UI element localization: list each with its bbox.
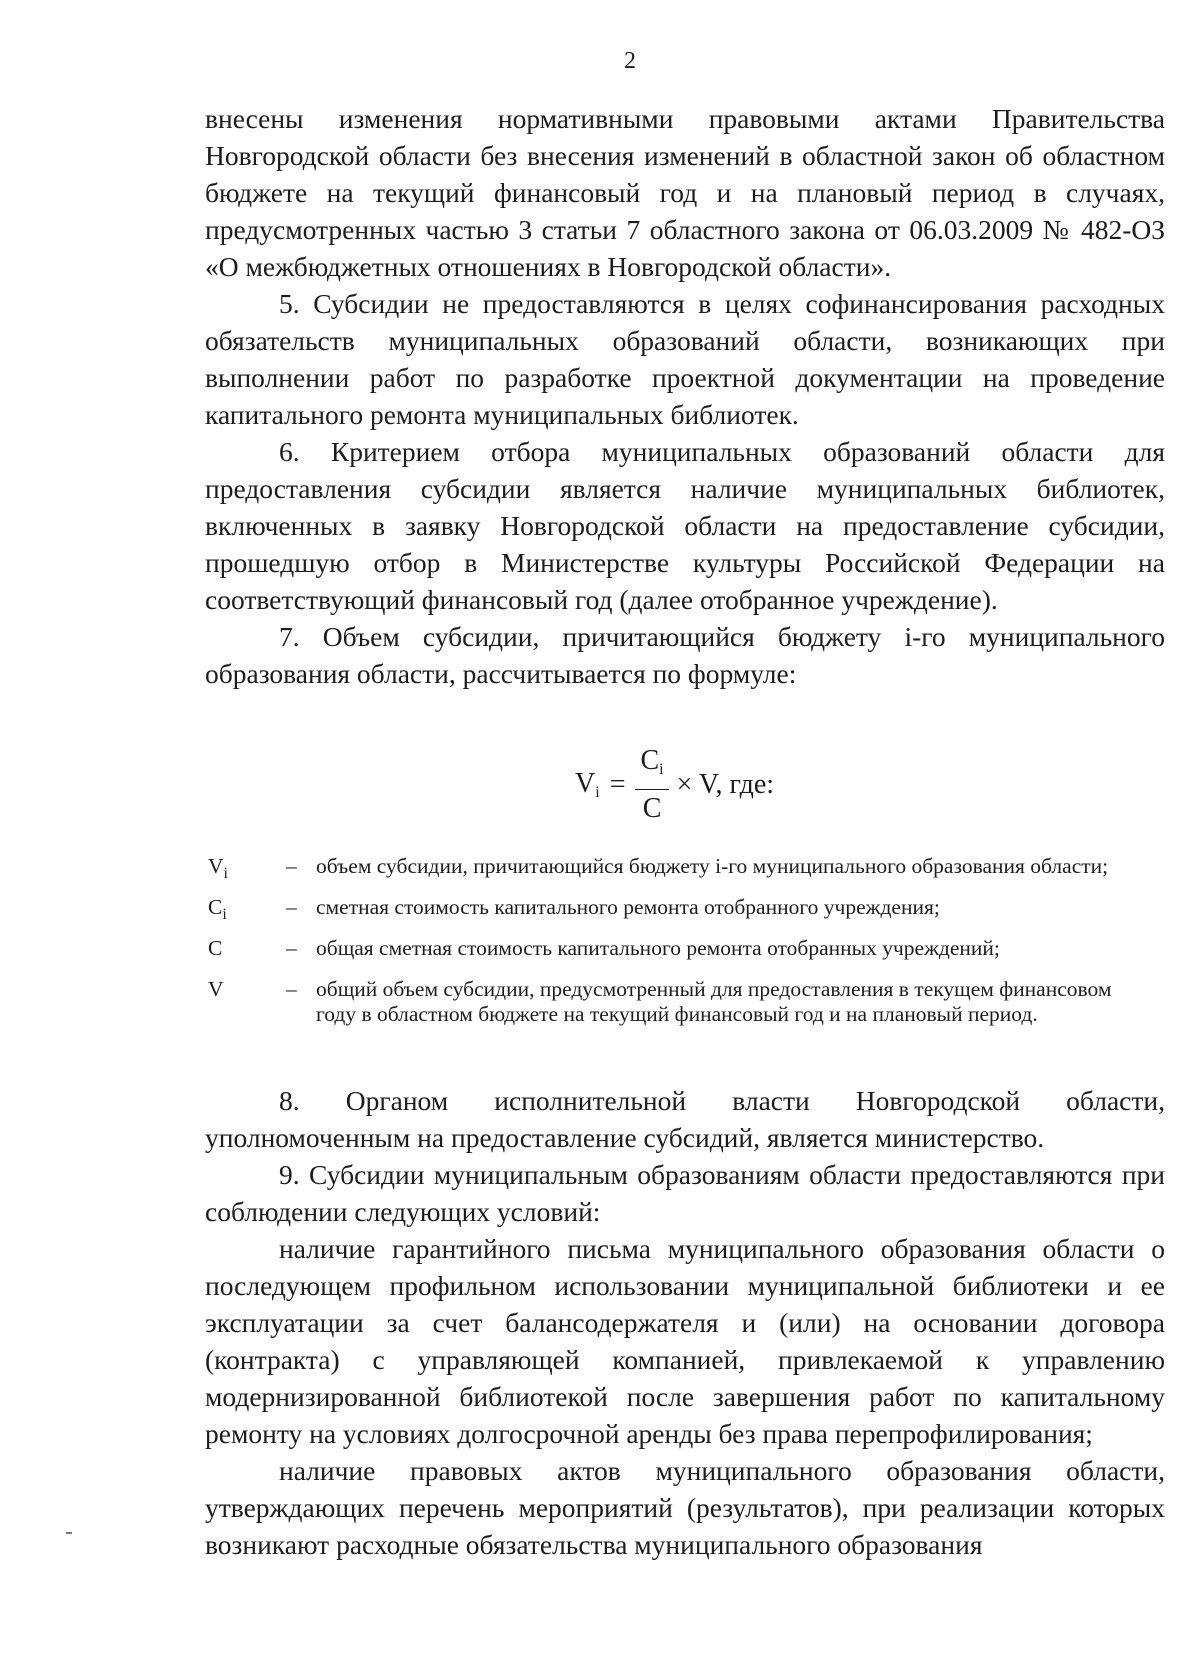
definition-row (208, 895, 1168, 927)
subsidy-formula (575, 740, 774, 830)
page-number: 2 (624, 48, 636, 74)
definition-row (208, 854, 1168, 886)
condition-1: наличие гарантийного письма муниципального образования области о последующем профильном использовании муниципальной библиотеки и ее эксплуатации за счет балансодержателя и (или) на основании договора (контракта) с управляющей компанией, привлекаемой к управлению модернизированной библиотекой после завершения работ по капитальному ремонту на условиях долгосрочной аренды без права перепрофилирования; (205, 1233, 1165, 1449)
definition-dash: – (286, 895, 297, 919)
definition-symbol: $V_i$ (208, 854, 228, 882)
paragraph-8: 8. Органом исполнительной власти Новгородской области, уполномоченным на предоставление субсидий, является министерство. (205, 1085, 1165, 1153)
text-block-upper (205, 100, 1165, 692)
definition-symbol: C (208, 936, 223, 960)
definition-dash: – (286, 854, 297, 878)
definition-text: общий объем субсидии, предусмотренный для предоставления в текущем финансовом году в областном бюджете на текущий финансовый год и на плановый период. (316, 977, 1112, 1026)
definition-dash: – (286, 936, 297, 960)
formula-numerator: $C_i$ (635, 744, 668, 790)
scan-artifact (66, 1532, 72, 1534)
text-block-lower (205, 1082, 1165, 1563)
paragraph-7: 7. Объем субсидии, причитающийся бюджету i-го муниципального образования области, рассчитывается по формуле: (205, 621, 1165, 689)
paragraph-continuation: внесены изменения нормативными правовыми актами Правительства Новгородской области без внесения изменений в областной закон об областном бюджете на текущий финансовый год и на плановый период в случаях, предусмотренных частью 3 статьи 7 областного закона от 06.03.2009 № 482-ОЗ «О межбюджетных отношениях в Новгородской области». (205, 103, 1165, 282)
definition-dash: – (286, 977, 297, 1001)
paragraph-9: 9. Субсидии муниципальным образованиям области предоставляются при соблюдении следующих условий: (205, 1159, 1165, 1227)
definition-row (208, 936, 1168, 968)
formula-definitions (208, 854, 1168, 1036)
formula-lhs: $V_i$ (575, 768, 600, 801)
definition-symbol: $C_i$ (208, 895, 227, 923)
definition-text: общая сметная стоимость капитального ремонта отобранных учреждений; (316, 936, 1000, 960)
paragraph-6: 6. Критерием отбора муниципальных образований области для предоставления субсидии является наличие муниципальных библиотек, включенных в заявку Новгородской области на предоставление субсидии, прошедшую отбор в Министерстве культуры Российской Федерации на соответствующий финансовый год (далее отобранное учреждение). (205, 436, 1165, 615)
definition-text: сметная стоимость капитального ремонта отобранного учреждения; (316, 895, 940, 919)
paragraph-5: 5. Субсидии не предоставляются в целях софинансирования расходных обязательств муниципальных образований области, возникающих при выполнении работ по разработке проектной документации на проведение капитального ремонта муниципальных библиотек. (205, 288, 1165, 430)
formula-fraction (635, 744, 668, 826)
definition-symbol: V (208, 977, 224, 1001)
formula-equals: = (609, 769, 626, 800)
definition-text: объем субсидии, причитающийся бюджету i-го муниципального образования области; (316, 854, 1109, 878)
formula-times: × V, где: (676, 769, 775, 800)
formula-denominator: C (642, 793, 662, 824)
definition-row (208, 977, 1168, 1027)
condition-2: наличие правовых актов муниципального образования области, утверждающих перечень мероприятий (результатов), при реализации которых возникают расходные обязательства муниципального образования (205, 1455, 1165, 1560)
